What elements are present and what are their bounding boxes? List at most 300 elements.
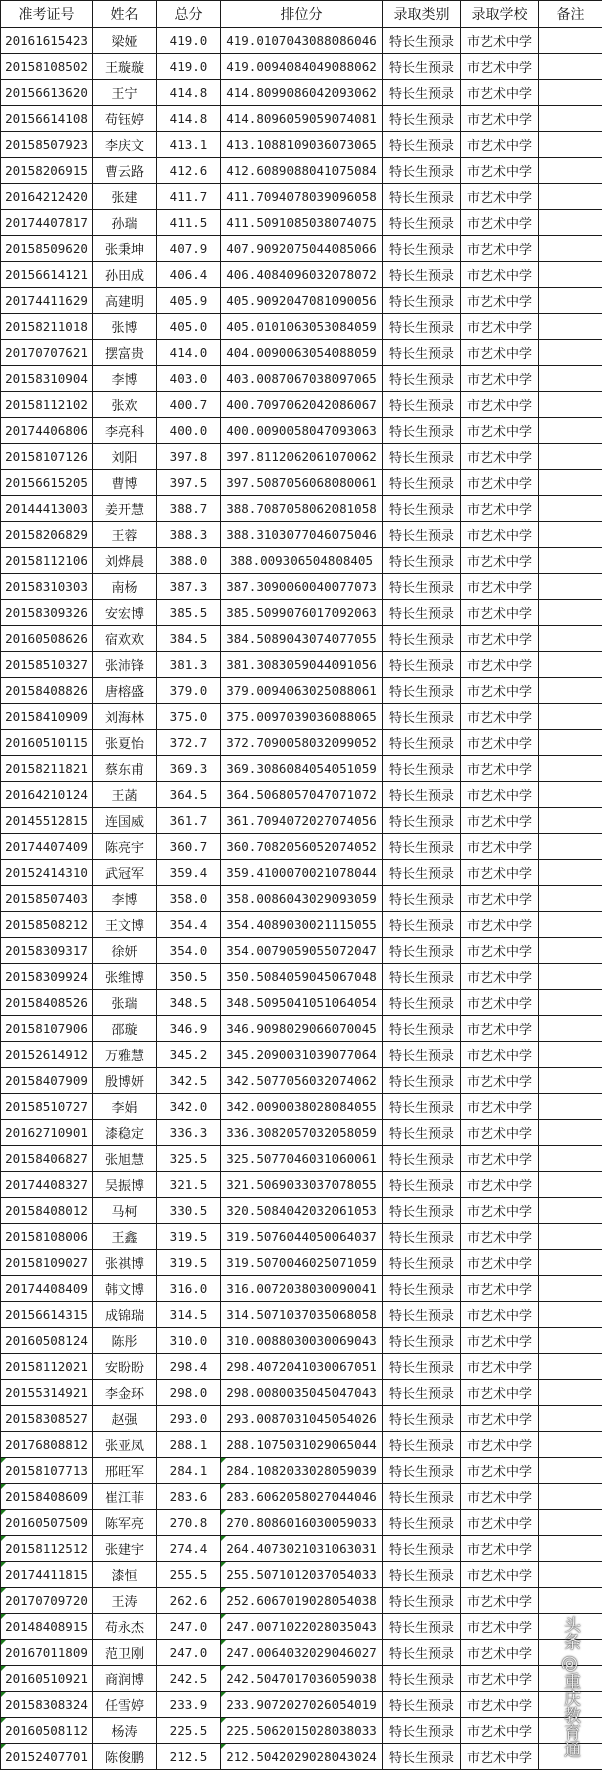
cell-total-score: 384.5 xyxy=(157,626,221,652)
cell-admission-school: 市艺术中学 xyxy=(461,1718,539,1744)
cell-rank-score: 252.6067019028054038 xyxy=(221,1588,383,1614)
cell-admission-type: 特长生预录 xyxy=(383,860,461,886)
table-row xyxy=(1,704,602,730)
cell-total-score: 413.1 xyxy=(157,132,221,158)
cell-admission-type: 特长生预录 xyxy=(383,1666,461,1692)
cell-admission-school: 市艺术中学 xyxy=(461,1692,539,1718)
cell-exam-id: 20158408826 xyxy=(1,678,93,704)
table-row xyxy=(1,132,602,158)
cell-admission-school: 市艺术中学 xyxy=(461,964,539,990)
cell-admission-type: 特长生预录 xyxy=(383,28,461,54)
cell-rank-score: 319.5070046025071059 xyxy=(221,1250,383,1276)
cell-exam-id: 20170709720 xyxy=(1,1588,93,1614)
cell-admission-type: 特长生预录 xyxy=(383,1042,461,1068)
cell-student-name: 张亚凤 xyxy=(93,1432,157,1458)
cell-remarks xyxy=(539,158,602,184)
cell-admission-school: 市艺术中学 xyxy=(461,678,539,704)
cell-student-name: 邢旺军 xyxy=(93,1458,157,1484)
cell-exam-id: 20158211821 xyxy=(1,756,93,782)
cell-total-score: 342.0 xyxy=(157,1094,221,1120)
cell-admission-type: 特长生预录 xyxy=(383,1718,461,1744)
cell-student-name: 曹云路 xyxy=(93,158,157,184)
cell-admission-school: 市艺术中学 xyxy=(461,1146,539,1172)
cell-remarks xyxy=(539,366,602,392)
cell-rank-score: 361.7094072027074056 xyxy=(221,808,383,834)
cell-admission-school: 市艺术中学 xyxy=(461,522,539,548)
table-row xyxy=(1,496,602,522)
cell-remarks xyxy=(539,210,602,236)
cell-admission-school: 市艺术中学 xyxy=(461,730,539,756)
cell-remarks xyxy=(539,1224,602,1250)
cell-admission-type: 特长生预录 xyxy=(383,392,461,418)
cell-student-name: 韩文博 xyxy=(93,1276,157,1302)
watermark: 头条 @重庆教育通 xyxy=(560,1616,580,1757)
table-row xyxy=(1,652,602,678)
cell-admission-type: 特长生预录 xyxy=(383,288,461,314)
cell-rank-score: 247.0071022028035043 xyxy=(221,1614,383,1640)
header-remarks: 备注 xyxy=(539,1,602,28)
cell-admission-type: 特长生预录 xyxy=(383,600,461,626)
cell-admission-type: 特长生预录 xyxy=(383,236,461,262)
cell-admission-school: 市艺术中学 xyxy=(461,1302,539,1328)
table-row xyxy=(1,80,602,106)
cell-rank-score: 325.5077046031060061 xyxy=(221,1146,383,1172)
cell-admission-school: 市艺术中学 xyxy=(461,28,539,54)
cell-admission-type: 特长生预录 xyxy=(383,1458,461,1484)
cell-exam-id: 20167011809 xyxy=(1,1640,93,1666)
cell-remarks xyxy=(539,1328,602,1354)
cell-admission-school: 市艺术中学 xyxy=(461,782,539,808)
cell-student-name: 张祺博 xyxy=(93,1250,157,1276)
cell-rank-score: 310.0088030030069043 xyxy=(221,1328,383,1354)
cell-exam-id: 20158108502 xyxy=(1,54,93,80)
cell-rank-score: 406.4084096032078072 xyxy=(221,262,383,288)
cell-rank-score: 225.5062015028038033 xyxy=(221,1718,383,1744)
cell-exam-id: 20158112106 xyxy=(1,548,93,574)
cell-remarks xyxy=(539,1120,602,1146)
table-row xyxy=(1,1406,602,1432)
cell-exam-id: 20160508626 xyxy=(1,626,93,652)
cell-admission-school: 市艺术中学 xyxy=(461,392,539,418)
cell-exam-id: 20176808812 xyxy=(1,1432,93,1458)
cell-admission-type: 特长生预录 xyxy=(383,730,461,756)
cell-remarks xyxy=(539,28,602,54)
cell-remarks xyxy=(539,1380,602,1406)
table-row xyxy=(1,1484,602,1510)
cell-remarks xyxy=(539,1432,602,1458)
cell-remarks xyxy=(539,1016,602,1042)
cell-admission-school: 市艺术中学 xyxy=(461,652,539,678)
cell-student-name: 张欢 xyxy=(93,392,157,418)
cell-remarks xyxy=(539,106,602,132)
cell-exam-id: 20161615423 xyxy=(1,28,93,54)
cell-student-name: 孙田成 xyxy=(93,262,157,288)
cell-student-name: 万雅慧 xyxy=(93,1042,157,1068)
cell-admission-type: 特长生预录 xyxy=(383,1146,461,1172)
cell-student-name: 武冠军 xyxy=(93,860,157,886)
cell-exam-id: 20174407409 xyxy=(1,834,93,860)
cell-admission-school: 市艺术中学 xyxy=(461,236,539,262)
cell-student-name: 李庆文 xyxy=(93,132,157,158)
cell-remarks xyxy=(539,652,602,678)
cell-rank-score: 411.5091085038074075 xyxy=(221,210,383,236)
cell-admission-type: 特长生预录 xyxy=(383,80,461,106)
cell-remarks xyxy=(539,834,602,860)
table-row xyxy=(1,626,602,652)
cell-admission-type: 特长生预录 xyxy=(383,1562,461,1588)
cell-exam-id: 20158510727 xyxy=(1,1094,93,1120)
cell-admission-type: 特长生预录 xyxy=(383,1354,461,1380)
cell-rank-score: 388.3103077046075046 xyxy=(221,522,383,548)
cell-total-score: 354.4 xyxy=(157,912,221,938)
cell-total-score: 419.0 xyxy=(157,28,221,54)
cell-rank-score: 400.7097062042086067 xyxy=(221,392,383,418)
cell-student-name: 马柯 xyxy=(93,1198,157,1224)
cell-rank-score: 233.9072027026054019 xyxy=(221,1692,383,1718)
cell-admission-school: 市艺术中学 xyxy=(461,1458,539,1484)
table-row xyxy=(1,184,602,210)
cell-total-score: 310.0 xyxy=(157,1328,221,1354)
cell-exam-id: 20156613620 xyxy=(1,80,93,106)
cell-rank-score: 405.0101063053084059 xyxy=(221,314,383,340)
cell-student-name: 高建明 xyxy=(93,288,157,314)
table-row xyxy=(1,262,602,288)
cell-rank-score: 321.5069033037078055 xyxy=(221,1172,383,1198)
cell-admission-type: 特长生预录 xyxy=(383,522,461,548)
cell-exam-id: 20148408915 xyxy=(1,1614,93,1640)
table-row xyxy=(1,782,602,808)
cell-student-name: 陈军亮 xyxy=(93,1510,157,1536)
cell-admission-type: 特长生预录 xyxy=(383,54,461,80)
cell-student-name: 王鑫 xyxy=(93,1224,157,1250)
header-total-score: 总分 xyxy=(157,1,221,28)
cell-student-name: 赵强 xyxy=(93,1406,157,1432)
cell-admission-type: 特长生预录 xyxy=(383,1120,461,1146)
cell-admission-school: 市艺术中学 xyxy=(461,1744,539,1770)
cell-remarks xyxy=(539,730,602,756)
cell-admission-school: 市艺术中学 xyxy=(461,1328,539,1354)
cell-remarks xyxy=(539,938,602,964)
cell-total-score: 369.3 xyxy=(157,756,221,782)
cell-admission-type: 特长生预录 xyxy=(383,1640,461,1666)
cell-remarks xyxy=(539,132,602,158)
cell-rank-score: 346.9098029066070045 xyxy=(221,1016,383,1042)
cell-student-name: 张博 xyxy=(93,314,157,340)
cell-remarks xyxy=(539,860,602,886)
cell-admission-type: 特长生预录 xyxy=(383,1250,461,1276)
cell-rank-score: 388.7087058062081058 xyxy=(221,496,383,522)
cell-admission-school: 市艺术中学 xyxy=(461,912,539,938)
table-row xyxy=(1,1718,602,1744)
cell-exam-id: 20158211018 xyxy=(1,314,93,340)
cell-admission-type: 特长生预录 xyxy=(383,1510,461,1536)
cell-exam-id: 20158408609 xyxy=(1,1484,93,1510)
table-row xyxy=(1,1016,602,1042)
cell-remarks xyxy=(539,1172,602,1198)
table-body xyxy=(1,28,602,1770)
cell-admission-type: 特长生预录 xyxy=(383,652,461,678)
table-row xyxy=(1,938,602,964)
cell-rank-score: 270.8086016030059033 xyxy=(221,1510,383,1536)
cell-admission-type: 特长生预录 xyxy=(383,1094,461,1120)
cell-student-name: 王文博 xyxy=(93,912,157,938)
table-row xyxy=(1,54,602,80)
cell-total-score: 414.8 xyxy=(157,80,221,106)
cell-student-name: 唐榕盛 xyxy=(93,678,157,704)
cell-exam-id: 20158310303 xyxy=(1,574,93,600)
cell-rank-score: 419.0107043088086046 xyxy=(221,28,383,54)
table-row xyxy=(1,236,602,262)
cell-remarks xyxy=(539,704,602,730)
cell-admission-school: 市艺术中学 xyxy=(461,1484,539,1510)
cell-total-score: 330.5 xyxy=(157,1198,221,1224)
cell-student-name: 张旭慧 xyxy=(93,1146,157,1172)
cell-rank-score: 385.5099076017092063 xyxy=(221,600,383,626)
cell-total-score: 397.5 xyxy=(157,470,221,496)
cell-remarks xyxy=(539,392,602,418)
cell-remarks xyxy=(539,54,602,80)
cell-student-name: 李博 xyxy=(93,366,157,392)
cell-rank-score: 384.5089043074077055 xyxy=(221,626,383,652)
cell-admission-school: 市艺术中学 xyxy=(461,834,539,860)
cell-total-score: 270.8 xyxy=(157,1510,221,1536)
cell-exam-id: 20174406806 xyxy=(1,418,93,444)
cell-total-score: 233.9 xyxy=(157,1692,221,1718)
cell-admission-type: 特长生预录 xyxy=(383,470,461,496)
cell-admission-school: 市艺术中学 xyxy=(461,314,539,340)
cell-admission-school: 市艺术中学 xyxy=(461,1406,539,1432)
table-row xyxy=(1,1146,602,1172)
table-row xyxy=(1,1510,602,1536)
table-row xyxy=(1,730,602,756)
cell-admission-school: 市艺术中学 xyxy=(461,574,539,600)
cell-admission-type: 特长生预录 xyxy=(383,106,461,132)
cell-remarks xyxy=(539,496,602,522)
cell-total-score: 414.0 xyxy=(157,340,221,366)
cell-admission-type: 特长生预录 xyxy=(383,964,461,990)
table-row xyxy=(1,314,602,340)
cell-admission-school: 市艺术中学 xyxy=(461,1666,539,1692)
table-row xyxy=(1,1562,602,1588)
cell-exam-id: 20160507509 xyxy=(1,1510,93,1536)
cell-student-name: 张建 xyxy=(93,184,157,210)
cell-total-score: 397.8 xyxy=(157,444,221,470)
table-row xyxy=(1,912,602,938)
table-row xyxy=(1,834,602,860)
table-row xyxy=(1,1302,602,1328)
cell-total-score: 298.0 xyxy=(157,1380,221,1406)
cell-total-score: 412.6 xyxy=(157,158,221,184)
cell-total-score: 298.4 xyxy=(157,1354,221,1380)
cell-remarks xyxy=(539,1458,602,1484)
cell-exam-id: 20164212420 xyxy=(1,184,93,210)
cell-rank-score: 360.7082056052074052 xyxy=(221,834,383,860)
cell-remarks xyxy=(539,1406,602,1432)
cell-rank-score: 375.0097039036088065 xyxy=(221,704,383,730)
cell-total-score: 359.4 xyxy=(157,860,221,886)
cell-total-score: 283.6 xyxy=(157,1484,221,1510)
cell-exam-id: 20158309326 xyxy=(1,600,93,626)
cell-admission-type: 特长生预录 xyxy=(383,1276,461,1302)
cell-remarks xyxy=(539,678,602,704)
cell-remarks xyxy=(539,782,602,808)
cell-admission-school: 市艺术中学 xyxy=(461,1588,539,1614)
cell-admission-type: 特长生预录 xyxy=(383,1588,461,1614)
cell-exam-id: 20158508212 xyxy=(1,912,93,938)
cell-exam-id: 20158310904 xyxy=(1,366,93,392)
cell-remarks xyxy=(539,184,602,210)
cell-rank-score: 354.0079059055072047 xyxy=(221,938,383,964)
cell-student-name: 漆恒 xyxy=(93,1562,157,1588)
cell-admission-school: 市艺术中学 xyxy=(461,1432,539,1458)
cell-rank-score: 379.0094063025088061 xyxy=(221,678,383,704)
table-row xyxy=(1,1588,602,1614)
cell-rank-score: 381.3083059044091056 xyxy=(221,652,383,678)
cell-rank-score: 364.5068057047071072 xyxy=(221,782,383,808)
cell-admission-type: 特长生预录 xyxy=(383,886,461,912)
cell-remarks xyxy=(539,1068,602,1094)
cell-rank-score: 242.5047017036059038 xyxy=(221,1666,383,1692)
cell-admission-school: 市艺术中学 xyxy=(461,1354,539,1380)
cell-exam-id: 20162710901 xyxy=(1,1120,93,1146)
cell-remarks xyxy=(539,522,602,548)
cell-admission-school: 市艺术中学 xyxy=(461,1120,539,1146)
cell-rank-score: 400.0090058047093063 xyxy=(221,418,383,444)
cell-remarks xyxy=(539,1094,602,1120)
table-row xyxy=(1,1744,602,1770)
table-row xyxy=(1,1198,602,1224)
cell-admission-school: 市艺术中学 xyxy=(461,1510,539,1536)
cell-rank-score: 298.0080035045047043 xyxy=(221,1380,383,1406)
cell-admission-type: 特长生预录 xyxy=(383,704,461,730)
cell-remarks xyxy=(539,1146,602,1172)
cell-total-score: 400.7 xyxy=(157,392,221,418)
cell-rank-score: 403.0087067038097065 xyxy=(221,366,383,392)
cell-admission-school: 市艺术中学 xyxy=(461,1172,539,1198)
cell-exam-id: 20156614108 xyxy=(1,106,93,132)
cell-total-score: 354.0 xyxy=(157,938,221,964)
cell-total-score: 348.5 xyxy=(157,990,221,1016)
cell-exam-id: 20158107713 xyxy=(1,1458,93,1484)
cell-admission-school: 市艺术中学 xyxy=(461,1562,539,1588)
cell-student-name: 邵璇 xyxy=(93,1016,157,1042)
cell-rank-score: 397.8112062061070062 xyxy=(221,444,383,470)
cell-admission-school: 市艺术中学 xyxy=(461,158,539,184)
table-row xyxy=(1,1536,602,1562)
cell-admission-school: 市艺术中学 xyxy=(461,990,539,1016)
cell-admission-school: 市艺术中学 xyxy=(461,1614,539,1640)
cell-admission-type: 特长生预录 xyxy=(383,314,461,340)
cell-student-name: 王菡 xyxy=(93,782,157,808)
cell-admission-school: 市艺术中学 xyxy=(461,1016,539,1042)
cell-student-name: 王璇璇 xyxy=(93,54,157,80)
cell-admission-type: 特长生预录 xyxy=(383,158,461,184)
cell-total-score: 321.5 xyxy=(157,1172,221,1198)
cell-total-score: 379.0 xyxy=(157,678,221,704)
cell-rank-score: 212.5042029028043024 xyxy=(221,1744,383,1770)
cell-total-score: 325.5 xyxy=(157,1146,221,1172)
cell-rank-score: 412.6089088041075084 xyxy=(221,158,383,184)
table-row xyxy=(1,1042,602,1068)
cell-student-name: 陈俊鹏 xyxy=(93,1744,157,1770)
cell-exam-id: 20156614121 xyxy=(1,262,93,288)
cell-rank-score: 319.5076044050064037 xyxy=(221,1224,383,1250)
cell-admission-type: 特长生预录 xyxy=(383,1406,461,1432)
cell-rank-score: 358.0086043029093059 xyxy=(221,886,383,912)
cell-admission-type: 特长生预录 xyxy=(383,678,461,704)
table-row xyxy=(1,1614,602,1640)
cell-admission-school: 市艺术中学 xyxy=(461,444,539,470)
cell-student-name: 漆稳定 xyxy=(93,1120,157,1146)
cell-admission-type: 特长生预录 xyxy=(383,1016,461,1042)
cell-rank-score: 288.1075031029065044 xyxy=(221,1432,383,1458)
cell-admission-school: 市艺术中学 xyxy=(461,132,539,158)
cell-rank-score: 414.8096059059074081 xyxy=(221,106,383,132)
cell-admission-type: 特长生预录 xyxy=(383,1744,461,1770)
table-row xyxy=(1,574,602,600)
cell-remarks xyxy=(539,1562,602,1588)
cell-admission-school: 市艺术中学 xyxy=(461,340,539,366)
cell-student-name: 安盼盼 xyxy=(93,1354,157,1380)
cell-admission-school: 市艺术中学 xyxy=(461,1640,539,1666)
table-row xyxy=(1,1380,602,1406)
cell-rank-score: 359.4100070021078044 xyxy=(221,860,383,886)
cell-total-score: 247.0 xyxy=(157,1614,221,1640)
cell-exam-id: 20156615205 xyxy=(1,470,93,496)
cell-total-score: 262.6 xyxy=(157,1588,221,1614)
cell-student-name: 张秉坤 xyxy=(93,236,157,262)
cell-admission-type: 特长生预录 xyxy=(383,1614,461,1640)
cell-remarks xyxy=(539,288,602,314)
cell-exam-id: 20158408526 xyxy=(1,990,93,1016)
cell-remarks xyxy=(539,964,602,990)
cell-admission-type: 特长生预录 xyxy=(383,626,461,652)
table-row xyxy=(1,28,602,54)
cell-student-name: 曹博 xyxy=(93,470,157,496)
table-row xyxy=(1,1640,602,1666)
cell-rank-score: 283.6062058027044046 xyxy=(221,1484,383,1510)
cell-admission-school: 市艺术中学 xyxy=(461,80,539,106)
cell-exam-id: 20158107126 xyxy=(1,444,93,470)
cell-admission-school: 市艺术中学 xyxy=(461,1224,539,1250)
cell-exam-id: 20158410909 xyxy=(1,704,93,730)
cell-admission-type: 特长生预录 xyxy=(383,834,461,860)
cell-rank-score: 407.9092075044085066 xyxy=(221,236,383,262)
cell-admission-school: 市艺术中学 xyxy=(461,600,539,626)
table-row xyxy=(1,1172,602,1198)
cell-admission-type: 特长生预录 xyxy=(383,340,461,366)
table-row xyxy=(1,964,602,990)
cell-remarks xyxy=(539,1198,602,1224)
cell-exam-id: 20158112102 xyxy=(1,392,93,418)
cell-rank-score: 314.5071037035068058 xyxy=(221,1302,383,1328)
table-row xyxy=(1,886,602,912)
cell-student-name: 范卫刚 xyxy=(93,1640,157,1666)
cell-rank-score: 350.5084059045067048 xyxy=(221,964,383,990)
cell-total-score: 406.4 xyxy=(157,262,221,288)
table-row xyxy=(1,470,602,496)
cell-exam-id: 20158406827 xyxy=(1,1146,93,1172)
cell-exam-id: 20152407701 xyxy=(1,1744,93,1770)
cell-rank-score: 247.0064032029046027 xyxy=(221,1640,383,1666)
cell-student-name: 宿欢欢 xyxy=(93,626,157,652)
cell-total-score: 405.0 xyxy=(157,314,221,340)
cell-admission-school: 市艺术中学 xyxy=(461,1276,539,1302)
cell-student-name: 苟钰婷 xyxy=(93,106,157,132)
cell-remarks xyxy=(539,548,602,574)
cell-total-score: 319.5 xyxy=(157,1224,221,1250)
cell-student-name: 王蓉 xyxy=(93,522,157,548)
